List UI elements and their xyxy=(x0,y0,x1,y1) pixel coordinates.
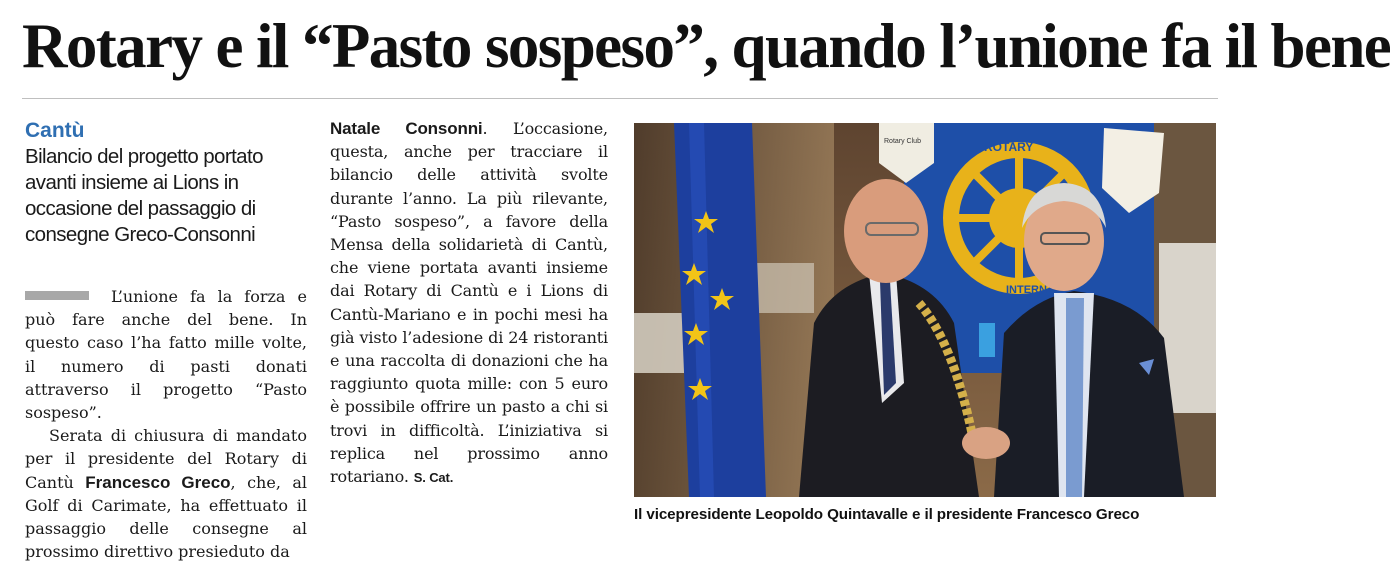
headline: Rotary e il “Pasto sospeso”, quando l’unione fa il bene xyxy=(22,11,1390,81)
article-photo xyxy=(634,123,1216,497)
article-column-1 xyxy=(25,117,307,563)
name-francesco-greco: Francesco Greco xyxy=(85,472,231,492)
article-summary: Bilancio del progetto portato avanti insieme ai Lions in occasione del passaggio di consegne Greco-Consonni xyxy=(25,145,263,246)
eu-flag xyxy=(674,123,766,497)
rotary-banner-text: ROTARY xyxy=(984,140,1034,154)
kicker-location: Cantù xyxy=(25,119,85,142)
pennant-text: Rotary Club xyxy=(884,138,921,145)
article-column-2 xyxy=(330,117,608,489)
eu-flag-cloth xyxy=(674,123,766,497)
table-mid xyxy=(754,263,814,313)
p2-text-b: , che, al Golf di Carimate, ha effettuato il passaggio delle consegne al prossimo direttivo presieduto da xyxy=(25,472,308,562)
handshake xyxy=(962,427,1010,459)
lead-bar xyxy=(25,291,89,300)
p2-text-a: Serata di chiusura di mandato per il presidente del Rotary di Cantù xyxy=(25,426,307,492)
person-left-head xyxy=(844,179,928,283)
author-signature: S. Cat. xyxy=(413,470,454,486)
article-body-part-2 xyxy=(330,117,608,489)
headline-rule xyxy=(22,98,1218,99)
rotary-banner-text-2: INTERN xyxy=(1006,284,1047,296)
lead-text: L’unione fa la forza e può fare anche del bene. In questo caso l’ha fatto mille volte, il numero di pasti donati attraverso il progetto “Pasto sospeso”. xyxy=(25,287,307,423)
paragraph-2-continued xyxy=(330,117,608,489)
person-right-tie xyxy=(1066,298,1084,497)
lead-paragraph xyxy=(25,285,307,424)
photo-caption: Il vicepresidente Leopoldo Quintavalle e il presidente Francesco Greco xyxy=(634,506,1140,523)
ribbon xyxy=(979,323,995,357)
p2-text-c: . L’occasione, questa, anche per tracciare il bilancio delle attività svolte durante l’anno. La più rilevante, “Pasto sospeso”, a favore della Mensa della solidarietà di Cantù, che viene portata avanti insieme dai Rotary di Cantù e i Lions di Cantù-Mariano e in pochi mesi ha già visto l’adesione di 24 ristoranti e una raccolta di donazioni che ha raggiunto quota mille: con 5 euro è possibile offrire un pasto a chi si trovi in difficoltà. L’iniziativa si replica nel prossimo anno rotariano. xyxy=(330,119,608,487)
article-body-part-1 xyxy=(25,285,307,563)
paragraph-2 xyxy=(25,424,307,563)
name-natale-consonni: Natale Consonni xyxy=(330,119,483,138)
photo-illustration xyxy=(634,123,1216,497)
